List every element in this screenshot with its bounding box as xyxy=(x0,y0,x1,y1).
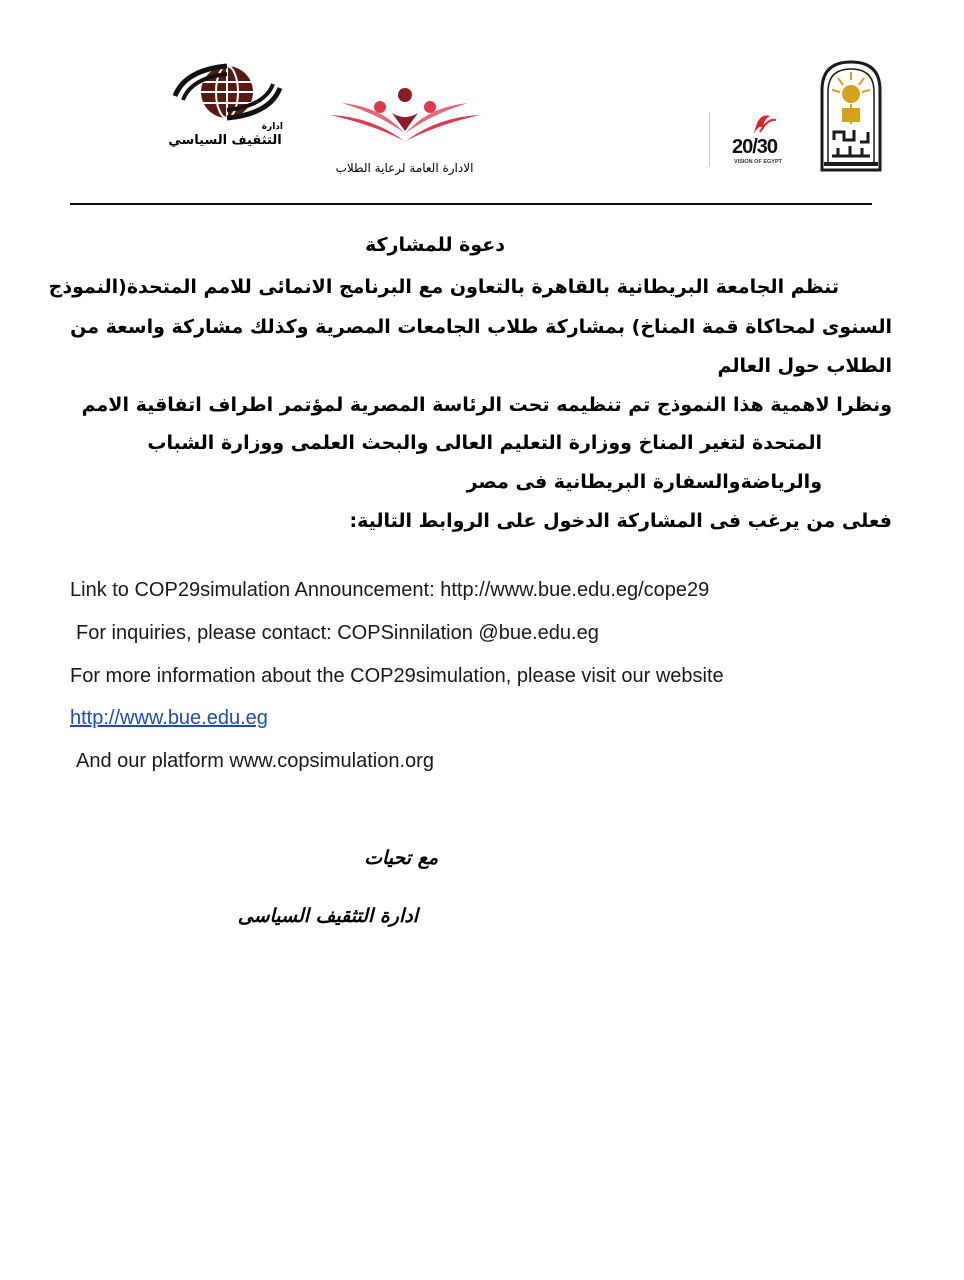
closing-greeting: مع تحيات xyxy=(364,847,438,869)
assiut-university-logo-icon xyxy=(818,60,884,172)
more-info-text: For more information about the COP29simulation, please visit our website xyxy=(70,665,724,687)
vision-2030-subtitle: VISION OF EGYPT xyxy=(734,159,782,165)
vision-2030-number: 20/30 xyxy=(732,136,778,158)
invitation-line-2: السنوى لمحاكاة قمة المناخ) بمشاركة طلاب الجامعات المصرية وكذلك مشاركة واسعة من xyxy=(70,316,892,338)
vision-2030-logo xyxy=(728,108,792,168)
logo-divider xyxy=(709,112,710,166)
closing-signature: ادارة التثقيف السياسى xyxy=(237,905,418,927)
invitation-title: دعوة للمشاركة xyxy=(364,234,506,256)
invitation-line-6: والرياضةوالسفارة البريطانية فى مصر xyxy=(466,471,822,493)
invitation-line-3: الطلاب حول العالم xyxy=(717,355,892,377)
invitation-line-1: تنظم الجامعة البريطانية بالقاهرة بالتعاون مع البرنامج الانمائى للامم المتحدة(النموذج xyxy=(48,276,839,298)
invitation-line-5: المتحدة لتغير المناخ ووزارة التعليم العالى والبحث العلمى ووزارة الشباب xyxy=(147,432,822,454)
vision-2030-logo-icon xyxy=(742,108,782,138)
political-education-logo xyxy=(165,60,295,150)
assiut-university-logo xyxy=(818,60,884,172)
student-care-logo-icon xyxy=(322,85,487,157)
invitation-line-4: ونظرا لاهمية هذا النموذج تم تنظيمه تحت الرئاسة المصرية لمؤتمر اطراف اتفاقية الامم xyxy=(81,394,892,416)
political-logo-caption-small: ادارة xyxy=(261,122,283,132)
invitation-line-7: فعلى من يرغب فى المشاركة الدخول على الروابط التالية: xyxy=(349,510,892,532)
political-logo-caption: التثقيف السياسي xyxy=(168,133,282,148)
platform-text[interactable]: And our platform www.copsimulation.org xyxy=(76,750,434,772)
header-divider xyxy=(70,203,872,205)
student-care-logo-caption: الادارة العامة لرعاية الطلاب xyxy=(335,161,474,175)
website-link[interactable]: http://www.bue.edu.eg xyxy=(70,707,268,729)
globe-logo-icon xyxy=(165,60,290,122)
announcement-link-text[interactable]: Link to COP29simulation Announcement: http://www.bue.edu.eg/cope29 xyxy=(70,579,710,601)
inquiries-text[interactable]: For inquiries, please contact: COPSinnilation @bue.edu.eg xyxy=(76,622,599,644)
student-care-logo xyxy=(322,85,492,185)
